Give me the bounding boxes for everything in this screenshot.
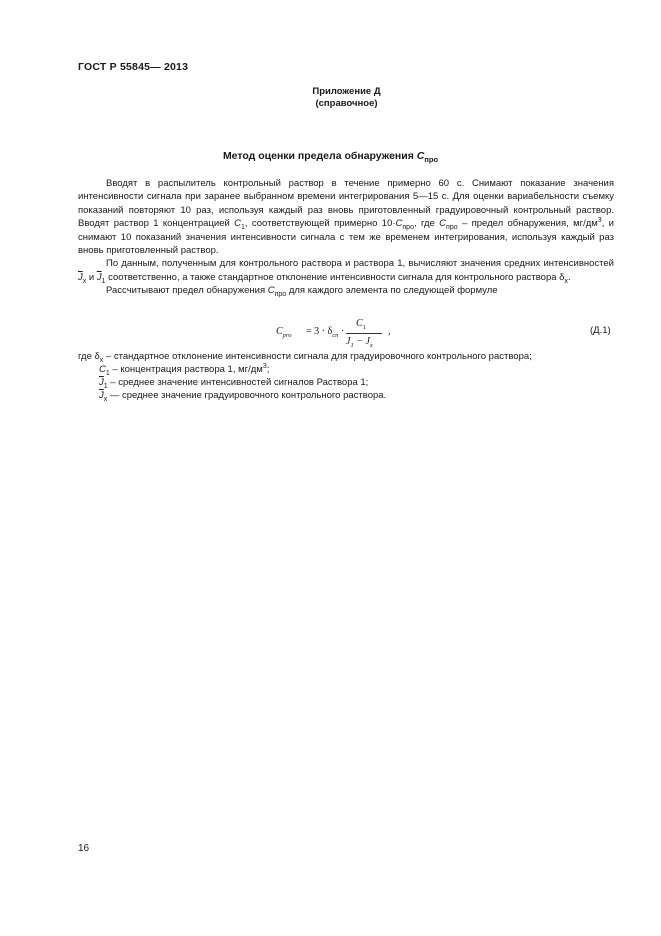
p1-cpro-symbol-2: С bbox=[439, 218, 447, 230]
formula-den-j1-sub: 1 bbox=[350, 342, 354, 349]
paragraph-2 bbox=[78, 257, 614, 284]
section-title-sub: про bbox=[424, 155, 439, 165]
page-number: 16 bbox=[78, 843, 90, 854]
where-1-b: – стандартное отклонение интенсивности сигнала для градуировочного контрольного раствора; bbox=[103, 351, 532, 362]
where-4-b: — среднее значение градуировочного контрольного раствора. bbox=[107, 390, 387, 401]
formula-den-j1: J bbox=[346, 336, 351, 347]
p2-text-b: соответственно, а также стандартное отклонение интенсивности сигнала для контрольного раствора δ bbox=[105, 271, 565, 283]
p2-text-a: По данным, полученным для контрольного раствора и раствора 1, вычисляют значения средних интенсивностей bbox=[106, 258, 614, 270]
p2-delta-sub: x bbox=[564, 277, 568, 285]
where-line-3 bbox=[78, 376, 614, 389]
document-header: ГОСТ Р 55845— 2013 bbox=[78, 61, 189, 73]
p1-text-b: , соответствующей примерно 10· bbox=[244, 218, 396, 230]
p1-c1-symbol: С bbox=[234, 218, 242, 230]
formula-fraction-bar bbox=[346, 333, 382, 334]
where-line-2 bbox=[78, 363, 614, 376]
formula-lhs bbox=[276, 326, 291, 339]
formula-numerator bbox=[356, 318, 366, 331]
p2-and: и bbox=[86, 271, 97, 283]
formula-den-minus: − J bbox=[353, 336, 370, 347]
p2-jx-sub: x bbox=[82, 277, 87, 285]
p3-text-a: Рассчитывают предел обнаружения bbox=[106, 285, 268, 297]
formula-d1 bbox=[276, 318, 396, 352]
formula-lhs-sub: pro bbox=[282, 332, 292, 339]
paragraph-1 bbox=[78, 177, 614, 257]
formula-num-symbol: C bbox=[356, 318, 363, 329]
p1-sup: 3 bbox=[597, 217, 602, 225]
where-line-1 bbox=[78, 350, 614, 363]
p1-cpro-sub-2: про bbox=[446, 224, 458, 232]
formula-lhs-symbol: C bbox=[276, 326, 283, 337]
p2-j1-sub: 1 bbox=[101, 277, 106, 285]
where-line-4 bbox=[78, 389, 614, 402]
formula-denominator bbox=[346, 336, 373, 349]
paragraph-3 bbox=[78, 284, 614, 297]
p1-cpro-symbol: С bbox=[395, 218, 403, 230]
section-title-symbol: С bbox=[416, 150, 425, 162]
formula-comma: , bbox=[388, 326, 391, 337]
p1-text-d: – предел обнаружения, мг/дм bbox=[457, 218, 598, 230]
where-4-a: $\overline{J}$ bbox=[99, 390, 104, 401]
where-3-a: $\overline{J}$ bbox=[99, 377, 104, 388]
p1-text-a: Вводят в распылитель контрольный раствор в течение примерно 60 с. Снимают показание значения интенсивности сигнала при заранее выбранном времени интегрирования 5—15 с. Для оценки вариабельности съемку показаний повторяют 10 раз, используя каждый раз вновь приготовленный градуировочный контрольный раствор. Вводят раствор 1 концентрацией bbox=[78, 178, 614, 230]
formula-dot: · bbox=[338, 326, 345, 337]
equation-number: (Д.1) bbox=[590, 325, 611, 336]
section-title-text: Метод оценки предела обнаружения bbox=[222, 150, 417, 162]
where-2-c: ; bbox=[266, 364, 270, 375]
body-text bbox=[78, 177, 614, 298]
p1-text-c: , где bbox=[413, 218, 440, 230]
p2-j1-symbol: $\overline{J}$ bbox=[96, 271, 102, 283]
formula-num-sub: 1 bbox=[362, 324, 366, 331]
where-3-b: – среднее значение интенсивностей сигналов Раствора 1; bbox=[107, 377, 369, 388]
p3-sub: про bbox=[274, 291, 287, 299]
p1-cpro-sub: про bbox=[402, 224, 414, 232]
where-1-sub: x bbox=[99, 356, 104, 364]
formula-den-jx-sub: x bbox=[369, 342, 373, 349]
p2-jx-symbol: $\overline{J}$ bbox=[78, 271, 83, 283]
formula-eq-coef: = 3 · δ bbox=[306, 326, 333, 337]
where-1-a: где δ bbox=[78, 351, 100, 362]
p2-text-c: . bbox=[567, 271, 571, 283]
where-block bbox=[78, 350, 614, 402]
p1-text-e: , и снимают 10 показаний значения интенсивности сигнала с тем же временем интегрирования, используя каждый раз вновь приготовленный раствор. bbox=[78, 218, 614, 257]
where-2-b: – концентрация раствора 1, мг/дм bbox=[109, 364, 263, 375]
where-4-sub: x bbox=[103, 395, 108, 403]
where-3-sub: 1 bbox=[103, 382, 108, 390]
appendix-title: Приложение Д bbox=[312, 86, 381, 97]
p1-c1-sub: 1 bbox=[241, 224, 245, 232]
formula-coefficient bbox=[306, 326, 344, 339]
p3-text-b: для каждого элемента по следующей формуле bbox=[286, 285, 498, 297]
p3-symbol: С bbox=[267, 285, 275, 297]
formula-delta-sub: cn bbox=[332, 332, 339, 339]
section-title bbox=[0, 150, 661, 164]
where-2-sup: 3 bbox=[262, 362, 267, 370]
where-2-sub: 1 bbox=[105, 369, 110, 377]
where-2-a: С bbox=[99, 364, 106, 375]
appendix-subtitle: (справочное) bbox=[315, 98, 378, 109]
